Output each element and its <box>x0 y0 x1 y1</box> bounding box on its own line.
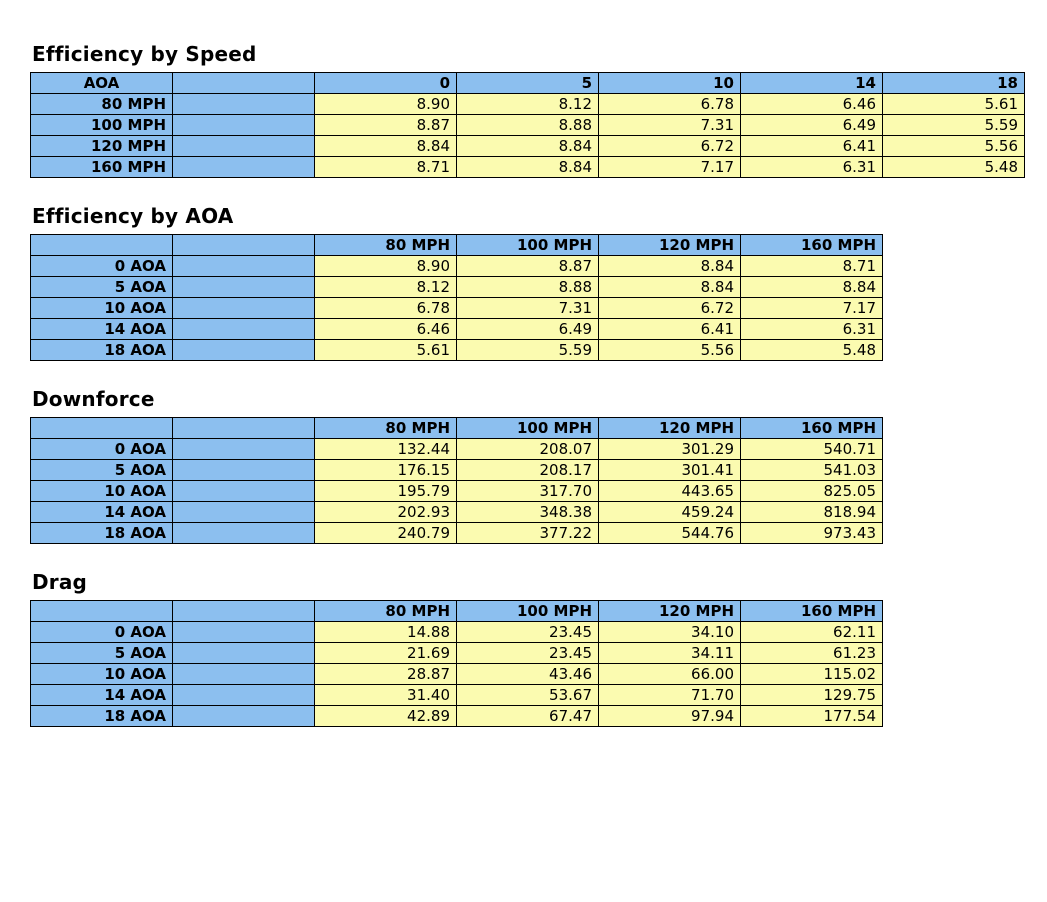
table-row <box>31 136 1025 157</box>
row-spacer-cell <box>173 256 315 277</box>
value-cell: 31.40 <box>315 685 457 706</box>
row-header-cell: 5 AOA <box>31 277 173 298</box>
corner-header-cell <box>31 418 173 439</box>
row-header-cell: 10 AOA <box>31 481 173 502</box>
value-cell: 62.11 <box>741 622 883 643</box>
value-cell: 7.17 <box>741 298 883 319</box>
value-cell: 377.22 <box>457 523 599 544</box>
section-title: Downforce <box>32 387 155 411</box>
value-cell: 6.31 <box>741 157 883 178</box>
value-cell: 459.24 <box>599 502 741 523</box>
value-cell: 544.76 <box>599 523 741 544</box>
table-row <box>31 502 883 523</box>
value-cell: 8.88 <box>457 115 599 136</box>
table-section <box>30 570 1047 727</box>
column-header-cell: 0 <box>315 73 457 94</box>
value-cell: 5.48 <box>883 157 1025 178</box>
column-header-cell: 120 MPH <box>599 418 741 439</box>
value-cell: 43.46 <box>457 664 599 685</box>
section-title: Efficiency by Speed <box>32 42 257 66</box>
header-spacer-cell <box>173 235 315 256</box>
value-cell: 6.78 <box>599 94 741 115</box>
value-cell: 7.31 <box>599 115 741 136</box>
header-spacer-cell <box>173 73 315 94</box>
table-row <box>31 115 1025 136</box>
value-cell: 818.94 <box>741 502 883 523</box>
value-cell: 6.72 <box>599 136 741 157</box>
row-header-cell: 160 MPH <box>31 157 173 178</box>
value-cell: 5.48 <box>741 340 883 361</box>
data-table <box>30 72 1025 178</box>
column-header-cell: 160 MPH <box>741 418 883 439</box>
value-cell: 6.49 <box>741 115 883 136</box>
value-cell: 97.94 <box>599 706 741 727</box>
value-cell: 6.31 <box>741 319 883 340</box>
value-cell: 7.17 <box>599 157 741 178</box>
table-header-row <box>31 418 883 439</box>
row-header-cell: 18 AOA <box>31 706 173 727</box>
value-cell: 7.31 <box>457 298 599 319</box>
value-cell: 28.87 <box>315 664 457 685</box>
value-cell: 540.71 <box>741 439 883 460</box>
row-spacer-cell <box>173 136 315 157</box>
value-cell: 443.65 <box>599 481 741 502</box>
column-header-cell: 160 MPH <box>741 601 883 622</box>
value-cell: 53.67 <box>457 685 599 706</box>
value-cell: 23.45 <box>457 643 599 664</box>
row-spacer-cell <box>173 523 315 544</box>
column-header-cell: 5 <box>457 73 599 94</box>
column-header-cell: 160 MPH <box>741 235 883 256</box>
value-cell: 6.41 <box>741 136 883 157</box>
row-header-cell: 18 AOA <box>31 523 173 544</box>
value-cell: 67.47 <box>457 706 599 727</box>
value-cell: 176.15 <box>315 460 457 481</box>
value-cell: 6.46 <box>741 94 883 115</box>
value-cell: 8.12 <box>315 277 457 298</box>
row-spacer-cell <box>173 481 315 502</box>
header-spacer-cell <box>173 418 315 439</box>
data-table <box>30 600 883 727</box>
row-spacer-cell <box>173 340 315 361</box>
value-cell: 34.10 <box>599 622 741 643</box>
table-row <box>31 157 1025 178</box>
value-cell: 8.84 <box>457 136 599 157</box>
value-cell: 23.45 <box>457 622 599 643</box>
value-cell: 348.38 <box>457 502 599 523</box>
value-cell: 195.79 <box>315 481 457 502</box>
value-cell: 8.84 <box>599 277 741 298</box>
column-header-cell: 80 MPH <box>315 235 457 256</box>
value-cell: 5.56 <box>599 340 741 361</box>
value-cell: 5.61 <box>883 94 1025 115</box>
column-header-cell: 100 MPH <box>457 601 599 622</box>
value-cell: 8.84 <box>457 157 599 178</box>
table-header-row <box>31 601 883 622</box>
column-header-cell: 10 <box>599 73 741 94</box>
row-header-cell: 5 AOA <box>31 460 173 481</box>
table-section <box>30 387 1047 544</box>
value-cell: 8.71 <box>741 256 883 277</box>
row-spacer-cell <box>173 664 315 685</box>
row-header-cell: 10 AOA <box>31 664 173 685</box>
value-cell: 177.54 <box>741 706 883 727</box>
value-cell: 8.84 <box>315 136 457 157</box>
table-row <box>31 706 883 727</box>
value-cell: 825.05 <box>741 481 883 502</box>
row-spacer-cell <box>173 277 315 298</box>
table-row <box>31 622 883 643</box>
value-cell: 8.84 <box>599 256 741 277</box>
value-cell: 115.02 <box>741 664 883 685</box>
table-header-row <box>31 73 1025 94</box>
value-cell: 208.07 <box>457 439 599 460</box>
value-cell: 973.43 <box>741 523 883 544</box>
value-cell: 71.70 <box>599 685 741 706</box>
row-spacer-cell <box>173 439 315 460</box>
table-row <box>31 643 883 664</box>
row-header-cell: 100 MPH <box>31 115 173 136</box>
row-spacer-cell <box>173 622 315 643</box>
table-row <box>31 94 1025 115</box>
data-table <box>30 234 883 361</box>
row-spacer-cell <box>173 502 315 523</box>
value-cell: 21.69 <box>315 643 457 664</box>
value-cell: 6.46 <box>315 319 457 340</box>
value-cell: 541.03 <box>741 460 883 481</box>
row-spacer-cell <box>173 685 315 706</box>
table-header-row <box>31 235 883 256</box>
row-header-cell: 0 AOA <box>31 439 173 460</box>
row-spacer-cell <box>173 157 315 178</box>
row-spacer-cell <box>173 706 315 727</box>
table-row <box>31 340 883 361</box>
row-spacer-cell <box>173 94 315 115</box>
value-cell: 5.61 <box>315 340 457 361</box>
column-header-cell: 100 MPH <box>457 418 599 439</box>
value-cell: 8.90 <box>315 94 457 115</box>
table-section <box>30 42 1047 178</box>
column-header-cell: 120 MPH <box>599 235 741 256</box>
column-header-cell: 80 MPH <box>315 601 457 622</box>
section-title: Drag <box>32 570 88 594</box>
value-cell: 5.59 <box>457 340 599 361</box>
column-header-cell: 18 <box>883 73 1025 94</box>
value-cell: 8.90 <box>315 256 457 277</box>
table-row <box>31 439 883 460</box>
sections-container <box>30 42 1047 727</box>
corner-header-cell <box>31 235 173 256</box>
value-cell: 61.23 <box>741 643 883 664</box>
value-cell: 66.00 <box>599 664 741 685</box>
table-row <box>31 685 883 706</box>
value-cell: 301.41 <box>599 460 741 481</box>
value-cell: 317.70 <box>457 481 599 502</box>
table-section <box>30 204 1047 361</box>
value-cell: 42.89 <box>315 706 457 727</box>
table-row <box>31 277 883 298</box>
row-header-cell: 0 AOA <box>31 622 173 643</box>
value-cell: 14.88 <box>315 622 457 643</box>
value-cell: 129.75 <box>741 685 883 706</box>
row-header-cell: 10 AOA <box>31 298 173 319</box>
row-header-cell: 14 AOA <box>31 685 173 706</box>
table-row <box>31 460 883 481</box>
corner-header-cell: AOA <box>31 73 173 94</box>
value-cell: 6.41 <box>599 319 741 340</box>
value-cell: 8.88 <box>457 277 599 298</box>
row-header-cell: 0 AOA <box>31 256 173 277</box>
data-table <box>30 417 883 544</box>
value-cell: 8.12 <box>457 94 599 115</box>
value-cell: 208.17 <box>457 460 599 481</box>
value-cell: 5.59 <box>883 115 1025 136</box>
row-header-cell: 120 MPH <box>31 136 173 157</box>
value-cell: 34.11 <box>599 643 741 664</box>
table-row <box>31 319 883 340</box>
value-cell: 202.93 <box>315 502 457 523</box>
value-cell: 6.72 <box>599 298 741 319</box>
value-cell: 240.79 <box>315 523 457 544</box>
value-cell: 301.29 <box>599 439 741 460</box>
value-cell: 6.78 <box>315 298 457 319</box>
row-header-cell: 14 AOA <box>31 319 173 340</box>
row-spacer-cell <box>173 319 315 340</box>
section-title: Efficiency by AOA <box>32 204 234 228</box>
table-row <box>31 298 883 319</box>
corner-header-cell <box>31 601 173 622</box>
table-row <box>31 523 883 544</box>
row-spacer-cell <box>173 643 315 664</box>
row-spacer-cell <box>173 460 315 481</box>
row-header-cell: 80 MPH <box>31 94 173 115</box>
column-header-cell: 80 MPH <box>315 418 457 439</box>
value-cell: 5.56 <box>883 136 1025 157</box>
value-cell: 8.87 <box>315 115 457 136</box>
table-row <box>31 256 883 277</box>
header-spacer-cell <box>173 601 315 622</box>
value-cell: 8.84 <box>741 277 883 298</box>
column-header-cell: 120 MPH <box>599 601 741 622</box>
column-header-cell: 100 MPH <box>457 235 599 256</box>
table-row <box>31 481 883 502</box>
row-header-cell: 5 AOA <box>31 643 173 664</box>
value-cell: 8.87 <box>457 256 599 277</box>
column-header-cell: 14 <box>741 73 883 94</box>
row-spacer-cell <box>173 115 315 136</box>
value-cell: 8.71 <box>315 157 457 178</box>
table-row <box>31 664 883 685</box>
row-header-cell: 18 AOA <box>31 340 173 361</box>
row-spacer-cell <box>173 298 315 319</box>
value-cell: 132.44 <box>315 439 457 460</box>
row-header-cell: 14 AOA <box>31 502 173 523</box>
value-cell: 6.49 <box>457 319 599 340</box>
